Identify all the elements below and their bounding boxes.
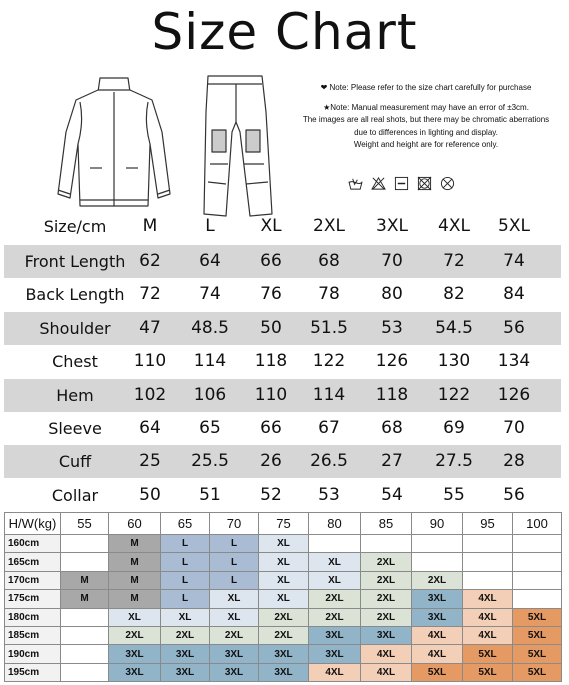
size-cell: XL [210, 590, 259, 608]
size-cell: 2XL [412, 571, 463, 589]
measure-value: 64 [139, 418, 161, 438]
size-header-2xl: 2XL [313, 216, 345, 236]
measure-value: 126 [497, 384, 531, 405]
size-cell: 4XL [361, 663, 412, 681]
size-row [0, 245, 569, 278]
size-cell: 3XL [210, 663, 259, 681]
size-row [0, 379, 569, 412]
size-cell: M [109, 553, 161, 571]
empty-cell [463, 571, 513, 589]
height-weight-table [4, 512, 562, 682]
no-bleach-icon [371, 176, 386, 191]
empty-cell [61, 535, 109, 553]
measure-value: 70 [503, 418, 525, 438]
size-cell: L [161, 553, 210, 571]
weight-header: 75 [259, 513, 309, 535]
empty-cell [513, 553, 562, 571]
size-cell: 4XL [412, 626, 463, 644]
measure-label: Sleeve [48, 419, 102, 438]
measure-value: 114 [312, 384, 346, 405]
measure-value: 130 [437, 351, 471, 372]
empty-cell [412, 535, 463, 553]
measure-value: 69 [443, 418, 465, 438]
measure-value: 74 [503, 251, 525, 271]
hw-header-row [5, 513, 562, 535]
size-cell: XL [259, 535, 309, 553]
measure-label: Shoulder [39, 318, 111, 338]
measure-value: 80 [381, 284, 403, 305]
measure-value: 82 [443, 284, 465, 305]
size-cell: 3XL [109, 645, 161, 663]
measure-value: 54 [381, 484, 403, 505]
empty-cell [61, 553, 109, 571]
size-cell: L [161, 571, 210, 589]
empty-cell [61, 608, 109, 626]
size-header-4xl: 4XL [438, 216, 470, 236]
height-label: 170cm [5, 571, 61, 589]
measure-label: Front Length [24, 252, 126, 271]
size-cell: 5XL [412, 663, 463, 681]
measure-value: 126 [375, 351, 409, 372]
measure-value: 50 [260, 317, 282, 338]
measure-value: 25.5 [191, 451, 229, 472]
weight-header: 65 [161, 513, 210, 535]
size-cell: 4XL [309, 663, 361, 681]
no-dry-clean-icon [417, 176, 432, 191]
weight-header: 60 [109, 513, 161, 535]
measure-value: 53 [318, 484, 340, 505]
measure-value: 65 [199, 418, 221, 438]
measure-label: Chest [52, 352, 98, 372]
weight-header: 55 [61, 513, 109, 535]
size-cell: 5XL [463, 663, 513, 681]
size-cell: 3XL [210, 645, 259, 663]
measure-value: 52 [260, 484, 282, 505]
weight-header: 80 [309, 513, 361, 535]
hw-row [5, 608, 562, 626]
measure-label: Cuff [58, 452, 92, 472]
measure-value: 64 [199, 251, 221, 271]
measure-value: 51 [199, 484, 221, 505]
height-label: 190cm [5, 645, 61, 663]
size-row [0, 412, 569, 445]
height-label: 160cm [5, 535, 61, 553]
measure-value: 72 [443, 251, 465, 271]
size-cell: L [161, 535, 210, 553]
height-label: 185cm [5, 626, 61, 644]
size-cell: 3XL [161, 663, 210, 681]
empty-cell [61, 645, 109, 663]
size-cell: XL [210, 608, 259, 626]
size-cell: 2XL [309, 590, 361, 608]
measure-value: 27 [381, 451, 403, 472]
size-cell: 5XL [513, 663, 562, 681]
notes-block [290, 82, 562, 152]
tumble-dry-icon [394, 176, 409, 191]
size-row [0, 278, 569, 311]
size-cell: 3XL [361, 626, 412, 644]
jacket-icon [58, 78, 170, 206]
hw-row [5, 571, 562, 589]
size-cell: 3XL [109, 663, 161, 681]
size-cell: L [161, 590, 210, 608]
measure-value: 67 [318, 418, 340, 438]
weight-header: 85 [361, 513, 412, 535]
size-cell: 4XL [463, 608, 513, 626]
size-cell: L [210, 553, 259, 571]
size-cell: XL [259, 590, 309, 608]
measure-label: Back Length [25, 285, 125, 305]
weight-header: 100 [513, 513, 562, 535]
measure-value: 106 [193, 384, 227, 405]
measure-value: 114 [193, 351, 227, 372]
measure-value: 118 [254, 351, 288, 372]
weight-header: 90 [412, 513, 463, 535]
empty-cell [61, 663, 109, 681]
measure-label: Hem [56, 385, 94, 405]
size-cell: XL [259, 553, 309, 571]
measure-value: 50 [139, 484, 161, 505]
empty-cell [61, 626, 109, 644]
measure-value: 74 [199, 284, 221, 305]
size-header-3xl: 3XL [376, 216, 408, 236]
size-row [0, 345, 569, 378]
size-cell: XL [309, 553, 361, 571]
hw-row [5, 626, 562, 644]
size-cell: L [210, 571, 259, 589]
size-cell: M [61, 571, 109, 589]
size-header-5xl: 5XL [498, 216, 530, 236]
empty-cell [463, 535, 513, 553]
measure-value: 134 [497, 351, 531, 372]
empty-cell [513, 535, 562, 553]
measure-value: 84 [503, 284, 525, 305]
measure-value: 26.5 [310, 451, 348, 472]
height-label: 180cm [5, 608, 61, 626]
size-cell: XL [161, 608, 210, 626]
measure-value: 72 [139, 284, 161, 305]
measure-value: 56 [503, 317, 525, 338]
measure-value: 66 [260, 251, 282, 271]
size-cell: 2XL [161, 626, 210, 644]
size-cell: 2XL [361, 571, 412, 589]
page-title: Size Chart [151, 3, 418, 61]
empty-cell [513, 571, 562, 589]
measurement-note: ★Note: Manual measurement may have an error of ±3cm. [323, 102, 529, 112]
measure-value: 28 [503, 451, 525, 472]
weight-header: 70 [210, 513, 259, 535]
size-cell: 3XL [309, 626, 361, 644]
size-header-m: M [142, 216, 158, 236]
measure-value: 110 [254, 384, 288, 405]
size-cell: 4XL [361, 645, 412, 663]
measure-value: 25 [139, 451, 161, 472]
size-cell: M [61, 590, 109, 608]
size-header-row [0, 210, 569, 243]
size-cell: 4XL [463, 626, 513, 644]
size-cell: XL [259, 571, 309, 589]
pants-icon [204, 76, 272, 216]
size-cell: 4XL [463, 590, 513, 608]
size-row [0, 479, 569, 512]
size-header-l: L [205, 216, 215, 236]
size-cell: 2XL [361, 590, 412, 608]
size-cell: M [109, 590, 161, 608]
measure-value: 102 [133, 384, 167, 405]
size-cell: 5XL [513, 645, 562, 663]
empty-cell [513, 590, 562, 608]
reference-note: Weight and height are for reference only. [353, 140, 499, 149]
size-cell: XL [109, 608, 161, 626]
weight-header: 95 [463, 513, 513, 535]
size-cell: 3XL [309, 645, 361, 663]
measure-value: 54.5 [435, 317, 473, 338]
hw-row [5, 535, 562, 553]
measure-value: 122 [437, 384, 471, 405]
height-label: 165cm [5, 553, 61, 571]
hw-corner-label: H/W(kg) [5, 513, 61, 535]
measure-value: 122 [312, 351, 346, 372]
empty-cell [463, 553, 513, 571]
measure-value: 118 [375, 384, 409, 405]
size-cell: 3XL [259, 663, 309, 681]
size-row [0, 312, 569, 345]
size-cell: 2XL [361, 553, 412, 571]
size-cell: 2XL [109, 626, 161, 644]
measure-value: 48.5 [191, 317, 229, 338]
size-cell: 5XL [513, 608, 562, 626]
size-cell: 2XL [259, 608, 309, 626]
measure-label: Collar [51, 485, 99, 505]
display-note: due to differences in lighting and display. [354, 127, 498, 137]
size-cell: 3XL [259, 645, 309, 663]
size-cell: 4XL [412, 645, 463, 663]
size-cell: M [109, 571, 161, 589]
size-cell: L [210, 535, 259, 553]
measure-value: 78 [318, 284, 340, 305]
size-cell: 3XL [412, 608, 463, 626]
measure-value: 51.5 [310, 317, 348, 338]
empty-cell [361, 535, 412, 553]
size-cell: XL [309, 571, 361, 589]
measure-value: 66 [260, 418, 282, 438]
measure-value: 27.5 [435, 451, 473, 472]
size-cell: M [109, 535, 161, 553]
measure-value: 26 [260, 451, 282, 472]
size-header-xl: XL [260, 216, 282, 236]
size-cell: 3XL [412, 590, 463, 608]
hw-row [5, 553, 562, 571]
size-cell: 5XL [513, 626, 562, 644]
aberration-note: The images are all real shots, but there may be chromatic aberrations [302, 115, 550, 124]
measure-value: 70 [381, 251, 403, 271]
hand-wash-icon [348, 176, 363, 191]
size-cell: 3XL [161, 645, 210, 663]
measure-value: 47 [139, 317, 161, 338]
measure-value: 76 [260, 284, 282, 305]
measure-value: 110 [133, 351, 167, 372]
height-label: 195cm [5, 663, 61, 681]
size-cell: 2XL [210, 626, 259, 644]
size-cell: 2XL [309, 608, 361, 626]
measure-value: 68 [318, 251, 340, 271]
size-cell: 5XL [463, 645, 513, 663]
measure-value: 53 [381, 317, 403, 338]
measure-value: 62 [139, 251, 161, 271]
hw-row [5, 645, 562, 663]
care-icons [348, 176, 498, 194]
purchase-note: ❤ Note: Please refer to the size chart carefully for purchase [320, 83, 532, 92]
hw-row [5, 590, 562, 608]
measure-value: 56 [503, 484, 525, 505]
empty-cell [412, 553, 463, 571]
size-cell: 2XL [259, 626, 309, 644]
measure-value: 55 [443, 484, 465, 505]
size-header-label: Size/cm [43, 217, 107, 236]
size-cell: 2XL [361, 608, 412, 626]
hw-row [5, 663, 562, 681]
iron-icon [440, 176, 455, 191]
size-row [0, 445, 569, 478]
jacket-and-pants-illustration [40, 72, 280, 222]
empty-cell [309, 535, 361, 553]
height-label: 175cm [5, 590, 61, 608]
measure-value: 68 [381, 418, 403, 438]
